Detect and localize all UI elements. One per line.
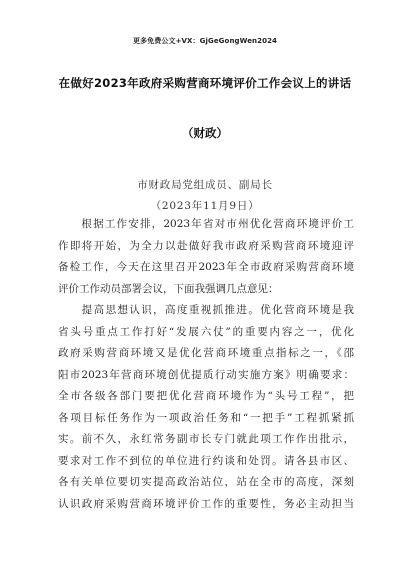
body-line: 认识政府采购营商环境评价工作的重要性，务必主动担当	[58, 497, 354, 510]
document-title: 在做好2023年政府采购营商环境评价工作会议上的讲话	[58, 76, 352, 90]
speaker-line: 市财政局党组成员、副局长	[137, 179, 273, 191]
body-line: 根据工作安排，2023年省对市州优化营商环境评价工	[58, 218, 354, 230]
body-line: 评价工作动员部署会议，下面我强调几点意见：	[58, 282, 279, 295]
body-line: 实。前不久，永红常务副市长专门就此项工作作出批示，	[58, 433, 354, 445]
body-line: 作即将开始，为全力以赴做好我市政府采购营商环境迎评	[58, 239, 354, 252]
body-line: 全市各级各部门要把优化营商环境作为“头号工程”，把	[58, 390, 354, 402]
body-line: 备检工作，今天在这里召开2023年全市政府采购营商环境	[58, 261, 354, 273]
body-line: 提高思想认识，高度重视抓推进。优化营商环境是我	[58, 304, 354, 316]
body-line: 各项目标任务作为一项政治任务和“一把手”工程抓紧抓	[58, 411, 354, 424]
organization-label: （财政）	[182, 126, 228, 140]
body-line: 要求对工作不到位的单位进行约谈和处罚。请各县市区、	[58, 454, 354, 467]
speech-body	[58, 214, 354, 515]
header-watermark: 更多免费公文+VX：GjGeGongWen2024	[132, 37, 278, 45]
body-line: 各有关单位要切实提高政治站位，站在全市的高度，深刻	[58, 476, 354, 488]
speech-date: （2023年11月9日）	[150, 200, 260, 212]
body-line: 省头号重点工作打好“发展六仗”的重要内容之一，优化	[58, 325, 354, 338]
body-line: 阳市2023年营商环境创优提质行动实施方案》明确要求：	[58, 368, 354, 381]
body-line: 政府采购营商环境又是优化营商环境重点指标之一，《邵	[58, 347, 354, 359]
